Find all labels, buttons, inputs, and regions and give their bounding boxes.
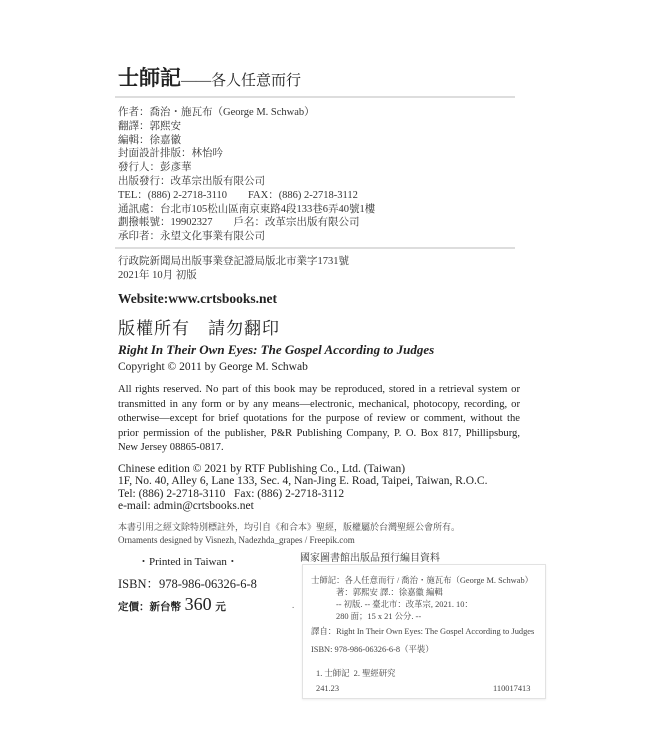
notes: [118, 521, 520, 547]
cip-isbn: ISBN: 978-986-06326-6-8（平裝）: [311, 645, 434, 654]
book-title: [118, 62, 301, 92]
credit-line: 編輯：徐嘉徽: [118, 134, 181, 146]
rights-paragraph: All rights reserved. No part of this book may be reproduced, stored in a retrieval system or transmitted in any form or by any means—electronic, mechanical, photocopy, recording, or otherwise—except for brief quotations for the purpose of review or comment, without the prior permission of the publisher, P&R Publishing Company, P. O. Box 817, Phillipsburg, New Jersey 08865-0817.: [118, 384, 520, 453]
credit-line: TEL：(886) 2-2718-3110 FAX：(886) 2-2718-3112: [118, 189, 358, 201]
cip-line: -- 初版. -- 臺北市：改革宗, 2021. 10：: [336, 600, 473, 609]
rights-left: 版權所有: [118, 319, 190, 338]
credit-line: 封面設計排版：林怡吟: [118, 148, 223, 160]
credit-line: 通訊處：台北市105松山區南京東路4段133巷6弄40號1樓: [118, 203, 376, 215]
edition-line: Chinese edition © 2021 by RTF Publishing Co., Ltd. (Taiwan): [118, 462, 406, 475]
body-flow: [118, 383, 520, 547]
credit-line: 劃撥帳號：19902327 戶名：改革宗出版有限公司: [118, 217, 360, 229]
title-subtitle: 各人任意而行: [211, 73, 302, 89]
cip-box: [302, 564, 546, 699]
price-unit: 元: [215, 601, 226, 613]
rights-right: 請勿翻印: [208, 319, 280, 338]
credit-line: 發行人：彭彥華: [118, 162, 192, 174]
edition-address: 1F, No. 40, Alley 6, Lane 133, Sec. 4, Nan-Jing E. Road, Taipei, Taiwan, R.O.C.: [118, 475, 488, 488]
credit-line: 翻譯：郭熙安: [118, 120, 181, 132]
scripture-note: 本書引用之經文除特別標註外，均引自《和合本》聖經，版權屬於台灣聖經公會所有。: [118, 521, 461, 532]
registration: [118, 255, 349, 283]
registration-line: 2021年 10月 初版: [118, 270, 197, 281]
rights-notice: [118, 314, 280, 339]
registration-line: 行政院新聞局出版事業登記證局版北市業字1731號: [118, 256, 349, 267]
cip-title: 國家圖書館出版品預行編目資料: [300, 553, 440, 564]
edition-email: e-mail: admin@crtsbooks.net: [118, 500, 254, 513]
credit-line: 出版發行：改革宗出版有限公司: [118, 175, 265, 187]
chinese-edition: [118, 463, 520, 513]
title-main: 士師記: [118, 66, 181, 90]
copyright: Copyright © 2011 by George M. Schwab: [118, 361, 308, 373]
isbn: ISBN：978-986-06326-6-8: [118, 577, 257, 591]
original-title: Right In Their Own Eyes: The Gospel According to Judges: [118, 342, 435, 357]
dot-mark: .: [292, 600, 295, 610]
printed-in: ・Printed in Taiwan・: [138, 556, 238, 568]
edition-phone: Tel: (886) 2-2718-3110 Fax: (886) 2-2718-3112: [118, 487, 345, 500]
cip-line: 著：郭熙安 譯.：徐嘉徽 編輯: [336, 588, 443, 597]
credits-block: [118, 106, 375, 244]
cip-subjects: 1. 士師記 2. 聖經研究: [316, 669, 396, 678]
title-dash: ——: [181, 73, 211, 89]
credit-line: 作者：喬治・施瓦布（George M. Schwab）: [118, 107, 315, 118]
divider: [115, 96, 515, 98]
price: [118, 594, 226, 615]
website: Website:www.crtsbooks.net: [118, 291, 277, 306]
cip-line: 士師記：各人任意而行 / 喬治・施瓦布（George M. Schwab）: [311, 576, 534, 585]
credit-line: 承印者：永望文化事業有限公司: [118, 231, 265, 243]
cip-line: 280 面；15 x 21 公分. --: [336, 612, 422, 621]
ornaments-credit: Ornaments designed by Visnezh, Nadezhda_grapes / Freepik.com: [118, 534, 355, 545]
cip-translated-from: 譯自：Right In Their Own Eyes: The Gospel According to Judges: [311, 627, 535, 636]
cip-class-no: 241.23: [316, 684, 340, 693]
divider: [115, 247, 515, 249]
cip-record-no: 110017413: [493, 684, 531, 693]
price-label: 定價：新台幣: [118, 601, 181, 613]
price-amount: 360: [184, 594, 212, 614]
